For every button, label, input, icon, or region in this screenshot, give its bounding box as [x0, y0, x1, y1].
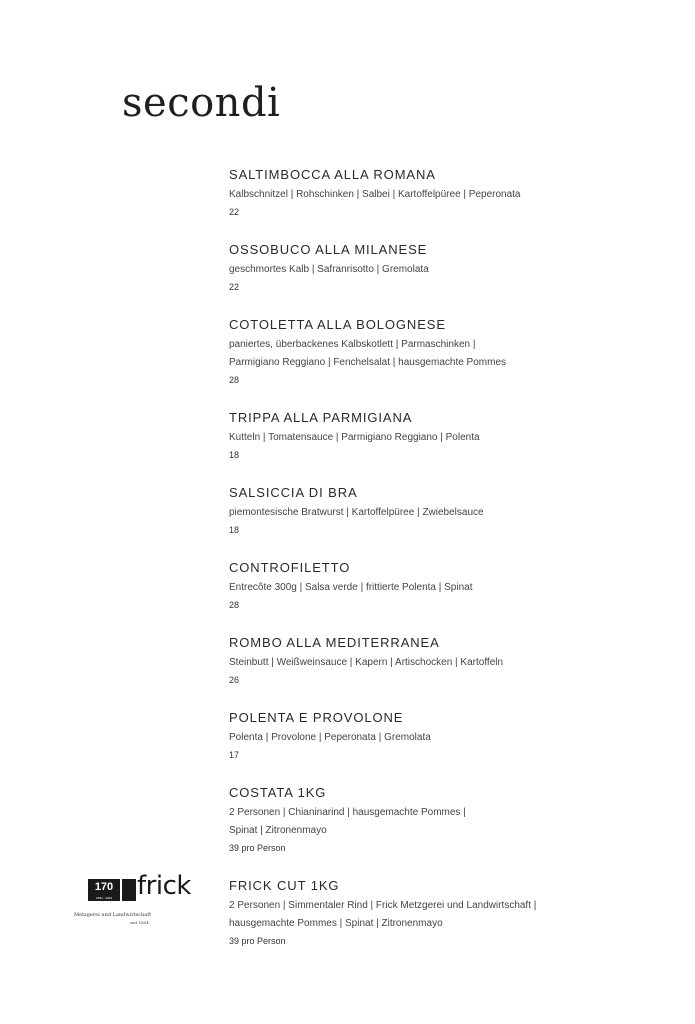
dish-item — [229, 634, 669, 689]
logo-tagline: Metzgerei und Landwirtschaft — [74, 912, 152, 918]
dish-price: 28 — [229, 375, 240, 385]
dish-description: 2 Personen | Simmentaler Rind | Frick Metzgerei und Landwirtschaft | — [229, 900, 537, 911]
dish-name: SALSICCIA DI BRA — [229, 485, 358, 500]
dish-name: POLENTA E PROVOLONE — [229, 710, 404, 725]
dish-name: COTOLETTA ALLA BOLOGNESE — [229, 317, 446, 332]
dish-price: 26 — [229, 675, 240, 685]
dish-name: CONTROFILETTO — [229, 560, 351, 575]
anniversary-caption: 1854 · 2024 — [95, 896, 112, 900]
dish-price: 17 — [229, 750, 240, 760]
dish-description: piemontesische Bratwurst | Kartoffelpüree | Zwiebelsauce — [229, 507, 484, 518]
building-icon — [122, 879, 136, 901]
anniversary-badge — [88, 879, 120, 901]
dish-price: 22 — [229, 282, 240, 292]
dish-name: OSSOBUCO ALLA MILANESE — [229, 242, 428, 257]
dish-item — [229, 409, 669, 464]
dish-description: Entrecôte 300g | Salsa verde | frittierte Polenta | Spinat — [229, 582, 473, 593]
dish-price: 18 — [229, 450, 240, 460]
dish-item — [229, 559, 669, 614]
dish-item — [229, 709, 669, 764]
dish-name: TRIPPA ALLA PARMIGIANA — [229, 410, 413, 425]
dish-description: Parmigiano Reggiano | Fenchelsalat | hausgemachte Pommes — [229, 357, 507, 368]
dish-item — [229, 316, 669, 389]
logo-since: seit 1854 — [130, 920, 149, 925]
dish-name: SALTIMBOCCA ALLA ROMANA — [229, 167, 436, 182]
dish-name: FRICK CUT 1KG — [229, 878, 340, 893]
dish-description: Polenta | Provolone | Peperonata | Gremolata — [229, 732, 431, 743]
dish-description: paniertes, überbackenes Kalbskotlett | Parmaschinken | — [229, 339, 476, 350]
dish-item — [229, 784, 669, 857]
dish-item — [229, 877, 669, 950]
anniversary-number: 170 — [94, 881, 114, 893]
dish-description: Kutteln | Tomatensauce | Parmigiano Reggiano | Polenta — [229, 432, 480, 443]
dish-description: 2 Personen | Chianinarind | hausgemachte Pommes | — [229, 807, 466, 818]
logo-wordmark: frick — [137, 871, 191, 901]
dish-item — [229, 241, 669, 296]
dish-price: 39 pro Person — [229, 936, 286, 946]
dish-description: Steinbutt | Weißweinsauce | Kapern | Artischocken | Kartoffeln — [229, 657, 504, 668]
dish-price: 39 pro Person — [229, 843, 286, 853]
dish-price: 28 — [229, 600, 240, 610]
dish-item — [229, 166, 669, 221]
dish-description: Spinat | Zitronenmayo — [229, 825, 327, 836]
dish-price: 18 — [229, 525, 240, 535]
dish-name: COSTATA 1KG — [229, 785, 327, 800]
dish-description: geschmortes Kalb | Safranrisotto | Gremolata — [229, 264, 429, 275]
dish-list — [229, 166, 669, 970]
dish-description: Kalbschnitzel | Rohschinken | Salbei | Kartoffelpüree | Peperonata — [229, 189, 521, 200]
page-title: secondi — [122, 80, 281, 126]
frick-logo — [74, 871, 199, 927]
dish-item — [229, 484, 669, 539]
dish-description: hausgemachte Pommes | Spinat | Zitronenmayo — [229, 918, 443, 929]
dish-price: 22 — [229, 207, 240, 217]
dish-name: ROMBO ALLA MEDITERRANEA — [229, 635, 440, 650]
